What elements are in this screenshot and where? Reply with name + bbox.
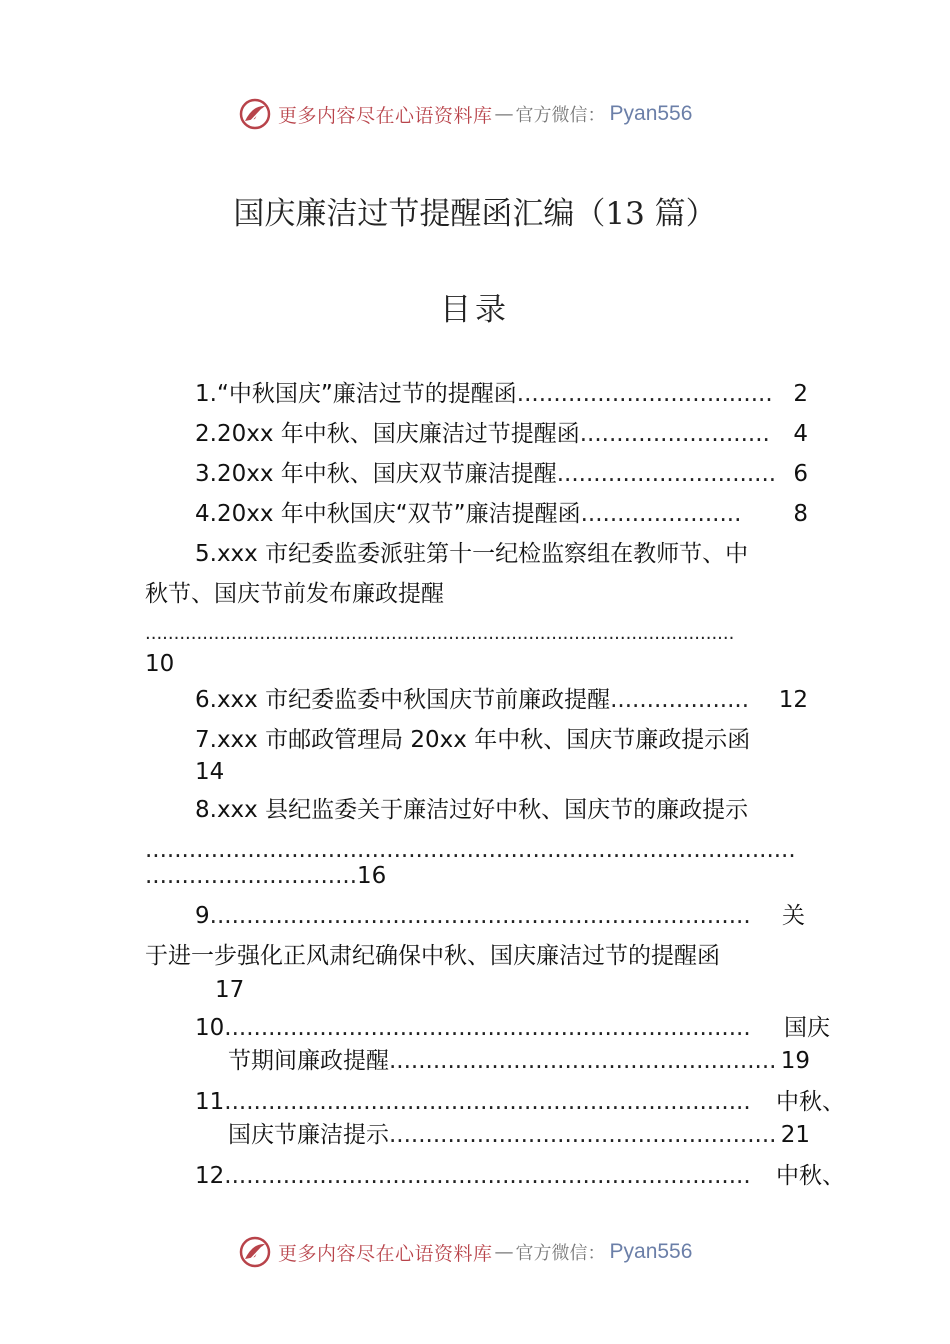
toc-leader: ......................................................................................... [145,837,796,863]
toc-leader: .............................. [556,461,777,487]
toc-entry-6[interactable] [195,684,808,716]
toc-entry-text: 国庆节廉洁提示 [228,1122,389,1148]
toc-entry-text: 1.“中秋国庆”廉洁过节的提醒函 [195,381,517,407]
toc-entry-head: 中秋、 [776,1163,845,1189]
toc-entry-1[interactable] [195,378,808,410]
document-title: 国庆廉洁过节提醒函汇编（13 篇） [233,196,717,232]
toc-entry-11[interactable] [195,1086,845,1118]
watermark-text: 更多内容尽在心语资料库 [278,1242,493,1265]
logo-icon [238,97,272,131]
watermark-label: 官方微信： [515,105,606,126]
toc-entry-11-line2[interactable] [228,1119,810,1151]
toc-leader: ........................................................................ [224,1163,751,1189]
toc-leader: ........................................................................ [224,1015,751,1041]
toc-entry-8-line3 [145,860,386,892]
toc-entry-10-line2[interactable] [228,1045,810,1077]
toc-entry-head: 中秋、 [776,1089,845,1115]
footer-watermark [238,1232,692,1272]
toc-page: 6 [793,461,808,487]
toc-entry-num: 12 [195,1163,225,1189]
header-watermark [238,94,692,134]
toc-entry-3[interactable] [195,458,808,490]
toc-entry-text: 节期间廉政提醒 [228,1048,389,1074]
toc-page: 21 [780,1122,810,1148]
toc-leader: ....................................................................................................... [145,623,735,644]
toc-entry-num: 9 [195,903,210,929]
watermark-separator: — [494,1241,514,1263]
toc-leader: ...................... [580,501,742,527]
toc-entry-9[interactable] [195,900,805,932]
toc-entry-text: 4.20xx 年中秋国庆“双节”廉洁提醒函 [195,501,581,527]
toc-leader: ............................. [145,863,358,889]
toc-leader: ................... [610,687,750,713]
toc-page: 19 [780,1048,810,1074]
toc-entry-text: 2.20xx 年中秋、国庆廉洁过节提醒函 [195,421,580,447]
toc-entry-2[interactable] [195,418,808,450]
toc-leader: .......................... [579,421,770,447]
toc-entry-num: 11 [195,1089,225,1115]
toc-heading: 目录 [440,292,510,328]
toc-entry-5[interactable]: 5.xxx 市纪委监委派驻第十一纪检监察组在教师节、中 [195,541,749,567]
toc-entry-head: 关 [782,903,805,929]
toc-leader: ..................................................... [389,1122,777,1148]
toc-leader: .......................................................................... [209,903,751,929]
toc-page: 10 [145,651,175,677]
watermark-id: Pyan556 [609,1240,693,1263]
toc-entry-9-line2[interactable]: 于进一步强化正风肃纪确保中秋、国庆廉洁过节的提醒函 [145,943,720,969]
watermark-label: 官方微信： [515,1243,606,1264]
toc-entry-12[interactable] [195,1160,845,1192]
toc-page: 16 [357,863,387,889]
toc-page: 8 [793,501,808,527]
toc-entry-8[interactable]: 8.xxx 县纪监委关于廉洁过好中秋、国庆节的廉政提示 [195,797,749,823]
toc-leader: ..................................................... [389,1048,777,1074]
toc-entry-7[interactable]: 7.xxx 市邮政管理局 20xx 年中秋、国庆节廉政提示函 [195,727,751,753]
toc-page: 12 [778,687,808,713]
toc-page: 4 [793,421,808,447]
toc-entry-4[interactable] [195,498,808,530]
watermark-id: Pyan556 [609,102,693,125]
toc-leader: ................................... [516,381,773,407]
watermark-separator: — [494,103,514,125]
toc-page: 2 [793,381,808,407]
toc-entry-head: 国庆 [784,1015,830,1041]
toc-entry-text: 6.xxx 市纪委监委中秋国庆节前廉政提醒 [195,687,611,713]
toc-entry-text: 3.20xx 年中秋、国庆双节廉洁提醒 [195,461,557,487]
toc-page: 14 [195,759,225,785]
toc-entry-5-line2[interactable]: 秋节、国庆节前发布廉政提醒 [145,581,444,607]
toc-entry-num: 10 [195,1015,225,1041]
watermark-text: 更多内容尽在心语资料库 [278,104,493,127]
toc-page: 17 [215,977,245,1003]
logo-icon [238,1235,272,1269]
toc-leader: ........................................................................ [224,1089,751,1115]
toc-entry-10[interactable] [195,1012,830,1044]
